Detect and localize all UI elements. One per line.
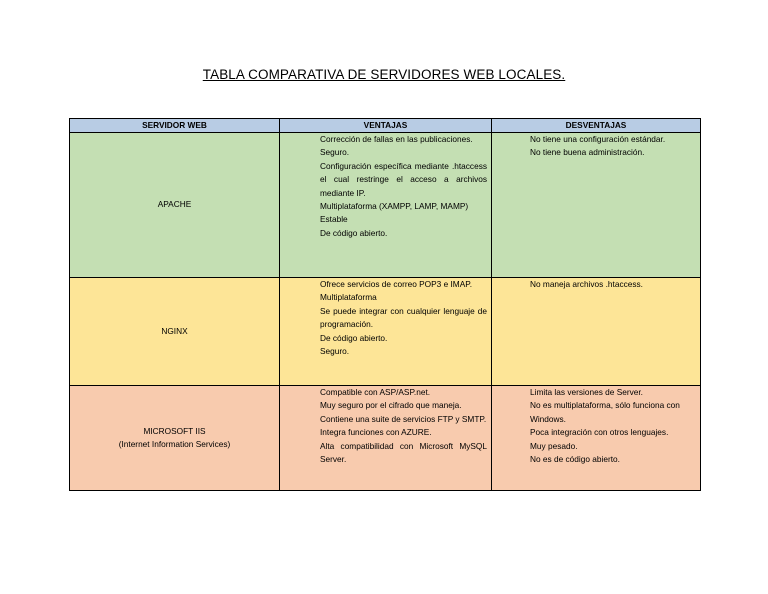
table-row-iis: [70, 386, 701, 491]
comparison-table: [69, 118, 701, 491]
list-item: De código abierto.: [320, 227, 388, 238]
ventajas-cell: [280, 133, 492, 278]
ventajas-list: [320, 133, 487, 240]
header-servidor: SERVIDOR WEB: [70, 119, 280, 133]
list-item: No es multiplataforma, sólo funciona con Windows.: [530, 400, 680, 424]
list-item: Se puede integrar con cualquier lenguaje de programación.: [320, 305, 487, 330]
list-item: Limita las versiones de Server.: [530, 387, 643, 397]
list-item: Muy seguro por el cifrado que maneja.: [320, 400, 462, 411]
list-item: No es de código abierto.: [530, 454, 620, 465]
server-name-cell: [70, 278, 280, 386]
list-item: Integra funciones con AZURE.: [320, 427, 432, 438]
list-item: Multiplataforma (XAMPP, LAMP, MAMP): [320, 201, 469, 212]
server-name-cell: [70, 133, 280, 278]
desventajas-cell: [492, 278, 701, 386]
ventajas-cell: [280, 386, 492, 491]
ventajas-list: [320, 278, 487, 358]
document-title: TABLA COMPARATIVA DE SERVIDORES WEB LOCALES.: [202, 67, 566, 82]
list-item: Alta compatibilidad con Microsoft MySQL Server.: [320, 440, 487, 465]
desventajas-list: [530, 386, 696, 466]
list-item: De código abierto.: [320, 332, 388, 343]
ventajas-cell: [280, 278, 492, 386]
server-name: MICROSOFT IIS: [143, 425, 206, 436]
list-item: Configuración específica mediante .htaccess el cual restringe el acceso a archivos mediante IP.: [320, 160, 487, 198]
list-item: Compatible con ASP/ASP.net.: [320, 387, 431, 397]
list-item: Poca integración con otros lenguajes.: [530, 427, 669, 438]
list-item: Ofrece servicios de correo POP3 e IMAP.: [320, 279, 473, 289]
server-subtitle: (Internet Information Services): [118, 439, 231, 449]
desventajas-cell: [492, 386, 701, 491]
header-ventajas: VENTAJAS: [280, 119, 492, 133]
list-item: Contiene una suite de servicios FTP y SMTP.: [320, 413, 487, 424]
list-item: No tiene buena administración.: [530, 147, 645, 158]
list-item: Corrección de fallas en las publicaciones.: [320, 134, 473, 144]
ventajas-list: [320, 386, 487, 466]
server-name: NGINX: [161, 325, 188, 336]
header-desventajas: DESVENTAJAS: [492, 119, 701, 133]
list-item: Estable: [320, 214, 348, 225]
desventajas-list: [530, 133, 696, 160]
list-item: No maneja archivos .htaccess.: [530, 279, 643, 289]
list-item: Muy pesado.: [530, 440, 578, 451]
list-item: No tiene una configuración estándar.: [530, 134, 666, 144]
list-item: Seguro.: [320, 147, 350, 158]
desventajas-list: [530, 278, 696, 291]
table-header-row: [70, 119, 701, 133]
server-name-cell: [70, 386, 280, 491]
desventajas-cell: [492, 133, 701, 278]
server-name: APACHE: [157, 199, 192, 210]
table-row-nginx: [70, 278, 701, 386]
list-item: Multiplataforma: [320, 292, 377, 303]
table-row-apache: [70, 133, 701, 278]
list-item: Seguro.: [320, 346, 350, 357]
